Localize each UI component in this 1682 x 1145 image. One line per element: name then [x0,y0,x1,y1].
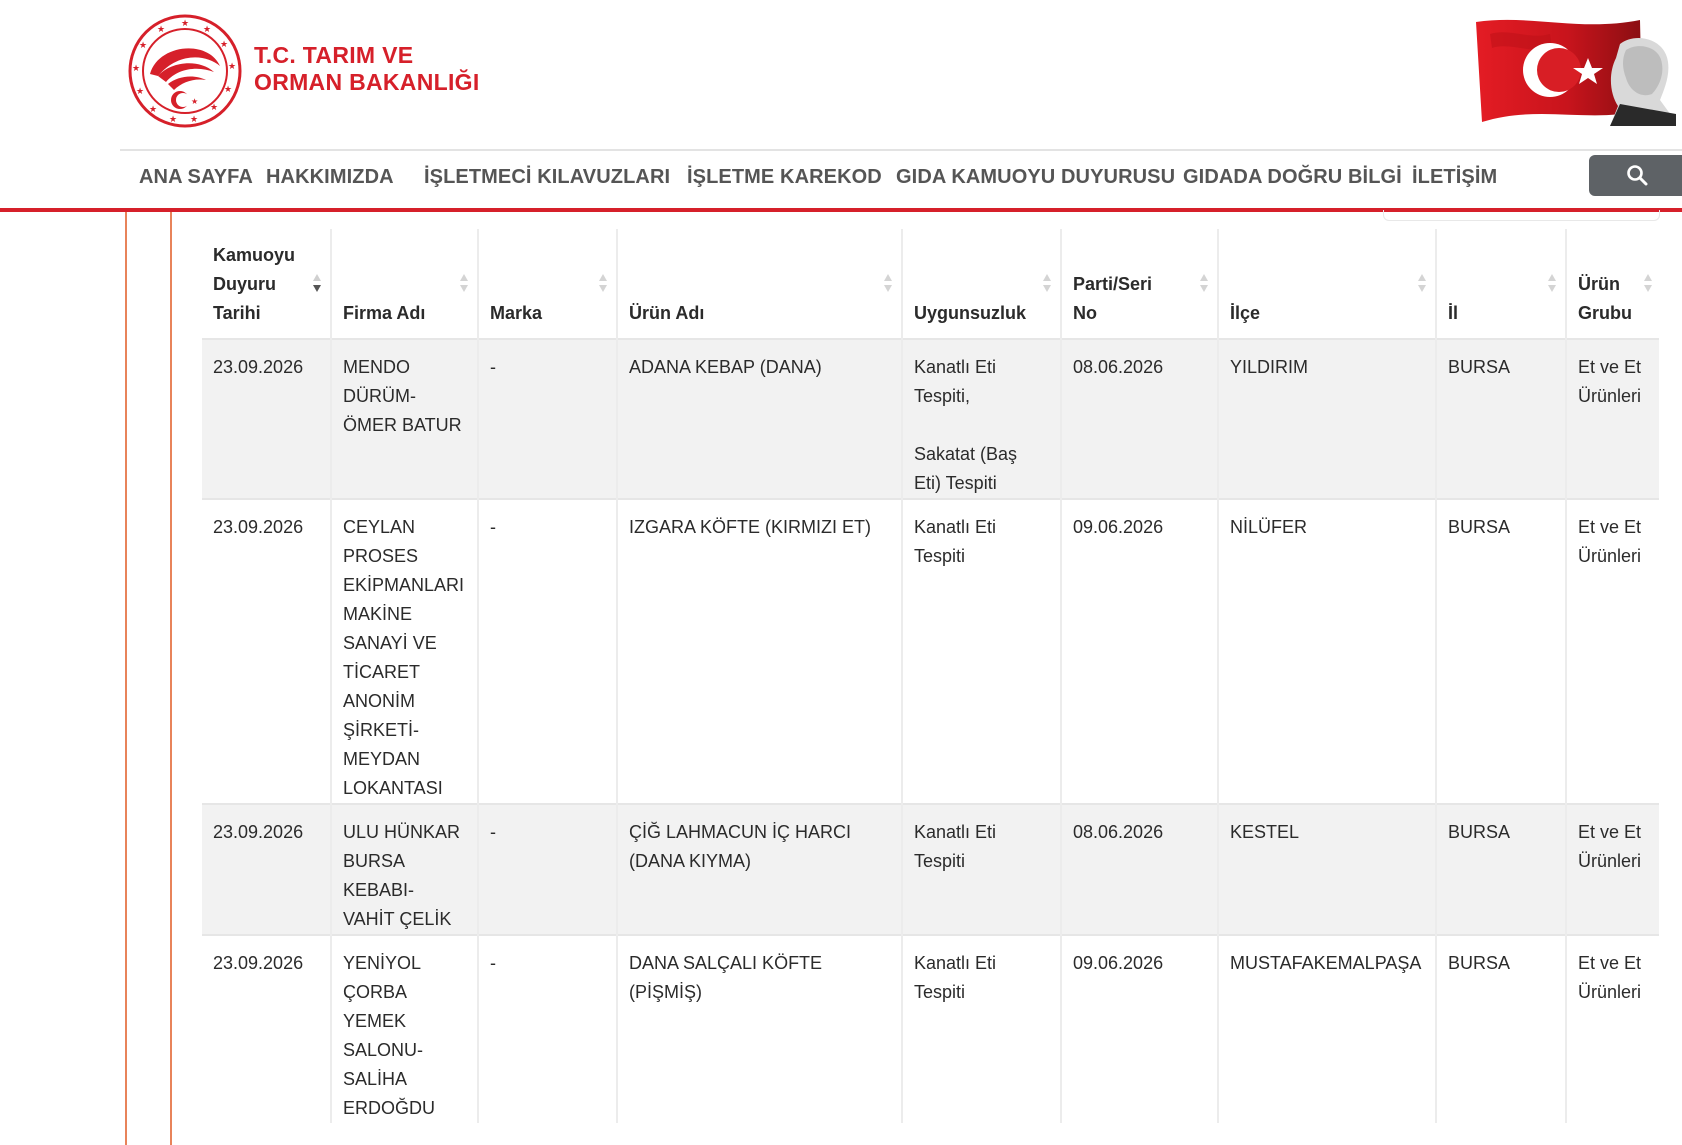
ministry-name-line2: ORMAN BAKANLIĞI [254,69,480,95]
sort-icon[interactable] [1547,271,1557,295]
svg-text:★: ★ [148,105,158,115]
header-label: Marka [490,303,543,323]
header-label: Ürün Adı [629,303,705,323]
col-urun-grubu-header[interactable] [1566,229,1659,339]
cell-tarih: 23.09.2026 [202,339,331,499]
col-firma-adi-header[interactable] [331,229,478,339]
header-label: Parti/Seri [1073,274,1153,294]
cell-parti-seri-no: 09.06.2026 [1061,935,1218,1123]
col-urun-adi-header[interactable] [617,229,902,339]
sort-icon[interactable] [1042,271,1052,295]
ministry-name-line1: T.C. TARIM VE [254,42,414,68]
cell-ilce: YILDIRIM [1218,339,1436,499]
svg-text:★: ★ [227,62,237,72]
svg-text:★: ★ [219,40,229,50]
svg-text:★: ★ [131,64,141,74]
header-label: Firma Adı [343,303,426,323]
svg-text:★: ★ [223,85,233,95]
svg-text:★: ★ [156,25,166,35]
cell-ilce: NİLÜFER [1218,499,1436,804]
cell-ilce: KESTEL [1218,804,1436,935]
content-frame-line [170,212,172,1145]
header-label: Kamuoyu [213,245,296,265]
table-row [202,499,1659,804]
cell-tarih: 23.09.2026 [202,804,331,935]
cell-ilce: MUSTAFAKEMALPAŞA [1218,935,1436,1123]
cell-il: BURSA [1436,804,1566,935]
cell-urun-adi: DANA SALÇALI KÖFTE (PİŞMİŞ) [617,935,902,1123]
cell-firma-adi: MENDO DÜRÜM- ÖMER BATUR [331,339,478,499]
cell-urun-grubu: Et ve Et Ürünleri [1578,822,1642,871]
nav-hakkimizda[interactable]: HAKKIMIZDA [266,166,394,188]
svg-text:★: ★ [168,115,178,125]
cell-il: BURSA [1436,935,1566,1123]
cell-uygunsuzluk: Kanatlı Eti Tespiti [902,499,1061,804]
nav-iletisim[interactable]: İLETİŞİM [1412,166,1498,188]
ministry-seal-icon[interactable] [128,14,242,128]
col-ilce-header[interactable] [1218,229,1436,339]
cell-marka: - [478,499,617,804]
cell-uygunsuzluk: Kanatlı Eti Tespiti [902,935,1061,1123]
table-filter-box-edge [1383,210,1660,221]
table-row [202,339,1659,499]
header-label: Ürün [1578,274,1620,294]
cell-urun-adi: ÇİĞ LAHMACUN İÇ HARCI (DANA KIYMA) [617,804,902,935]
table-header-row [202,229,1659,339]
col-uygunsuzluk-header[interactable] [902,229,1061,339]
cell-urun-adi: ADANA KEBAP (DANA) [617,339,902,499]
header-label: Tarihi [213,303,261,323]
svg-text:★: ★ [191,97,199,106]
col-kamuoyu-duyuru-tarihi-header[interactable] [202,229,331,339]
main-navigation [120,151,1682,209]
nav-isletmeci-kilavuzlari[interactable]: İŞLETMECİ KILAVUZLARI [424,166,671,188]
cell-uygunsuzluk: Kanatlı Eti Tespiti [902,804,1061,935]
cell-parti-seri-no: 08.06.2026 [1061,804,1218,935]
col-marka-header[interactable] [478,229,617,339]
nav-ana-sayfa[interactable]: ANA SAYFA [139,166,253,188]
sort-icon[interactable] [883,271,893,295]
header-label: İlçe [1230,303,1261,323]
cell-urun-grubu: Et ve Et Ürünleri [1578,953,1642,1002]
cell-firma-adi: ULU HÜNKAR BURSA KEBABI- VAHİT ÇELİK [331,804,478,935]
nav-isletme-karekod[interactable]: İŞLETME KAREKOD [687,166,882,188]
sort-icon[interactable] [1417,271,1427,295]
header-label: No [1073,303,1097,323]
sort-icon[interactable] [598,271,608,295]
col-il-header[interactable] [1436,229,1566,339]
header-label: İl [1448,303,1459,323]
announcement-table [202,229,1659,1123]
cell-tarih: 23.09.2026 [202,499,331,804]
svg-text:★: ★ [138,41,148,51]
cell-urun-adi: IZGARA KÖFTE (KIRMIZI ET) [617,499,902,804]
svg-text:★: ★ [209,103,219,113]
table-body [202,339,1659,1123]
sort-icon[interactable] [1643,271,1653,295]
sort-icon[interactable] [1199,271,1209,295]
search-icon [1626,164,1648,186]
col-parti-seri-no-header[interactable] [1061,229,1218,339]
search-button[interactable] [1589,155,1682,196]
svg-text:★: ★ [135,87,145,97]
cell-marka: - [478,804,617,935]
cell-firma-adi: YENİYOL ÇORBA YEMEK SALONU- SALİHA ERDOĞDU [331,935,478,1123]
cell-urun-grubu: Et ve Et Ürünleri [1578,517,1642,566]
svg-text:★: ★ [202,25,212,35]
header-label: Uygunsuzluk [914,303,1027,323]
turkish-flag-ataturk-image [1470,14,1676,126]
svg-text:★: ★ [189,115,199,125]
sort-icon[interactable] [459,271,469,295]
cell-uygunsuzluk: Kanatlı Eti Tespiti, Sakatat (Baş Eti) Tespiti [902,339,1061,499]
svg-text:★: ★ [180,19,190,29]
header-label: Duyuru [213,274,276,294]
table-row [202,935,1659,1123]
cell-tarih: 23.09.2026 [202,935,331,1123]
table-row [202,804,1659,935]
cell-parti-seri-no: 09.06.2026 [1061,499,1218,804]
cell-marka: - [478,935,617,1123]
cell-il: BURSA [1436,499,1566,804]
announcement-table-container [202,229,1659,1145]
ministry-name[interactable] [254,42,480,96]
cell-marka: - [478,339,617,499]
nav-gidada-dogru-bilgi[interactable]: GIDADA DOĞRU BİLGİ [1183,166,1402,188]
sort-desc-icon[interactable] [312,271,322,295]
nav-gida-kamuoyu-duyurusu[interactable]: GIDA KAMUOYU DUYURUSU [896,166,1176,188]
cell-firma-adi: CEYLAN PROSES EKİPMANLARI MAKİNE SANAYİ VE TİCARET ANONİM ŞİRKETİ- MEYDAN LOKANTASI [331,499,478,804]
cell-urun-grubu: Et ve Et Ürünleri [1578,357,1642,406]
cell-il: BURSA [1436,339,1566,499]
site-header [0,0,1682,150]
cell-parti-seri-no: 08.06.2026 [1061,339,1218,499]
content-frame-line [125,212,127,1145]
header-label: Grubu [1578,303,1632,323]
